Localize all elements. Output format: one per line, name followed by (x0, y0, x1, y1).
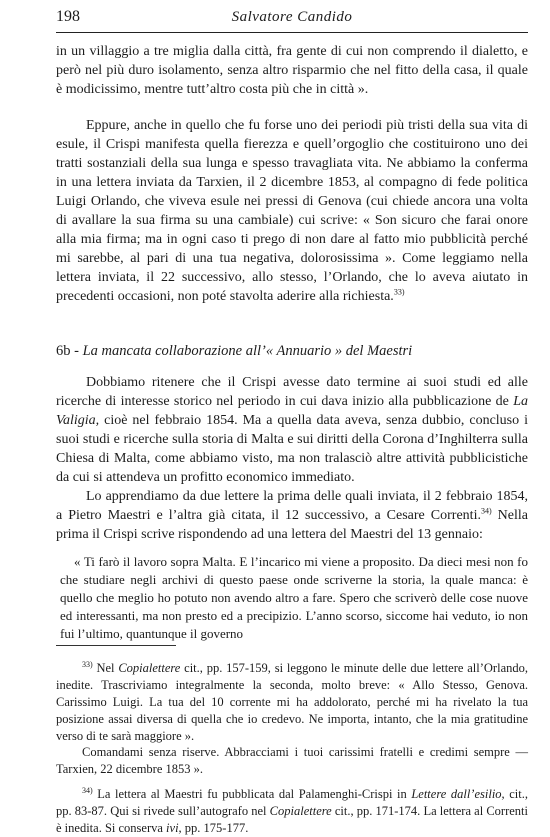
paragraph-continuation: in un villaggio a tre miglia dalla città, fra gente di cui non comprendo il dialetto, e però nel più duro isolamento, senza altro risparmio che nel fitto della casa, il quale è modicissimo, mentre tutt’altro costa più che in città ». (56, 44, 528, 97)
footnote-separator (56, 645, 176, 646)
paragraph-letters: Lo apprendiamo da due lettere la prima delle quali inviata, il 2 febbraio 1854, a Pietro Maestri e l’altra già citata, il 12 successivo, a Cesare Correnti.$^{34)}$ Nella prima il Crispi scrive rispondendo ad una lettera del Maestri del 13 gennaio: (56, 489, 528, 542)
section-number: 6b - (56, 343, 83, 359)
footnote-33-continuation: Comandami senza riserve. Abbracciami i tuoi carissimi fratelli e credimi sempre — Tarxien, 22 dicembre 1853 ». (56, 745, 528, 776)
paragraph-studies: Dobbiamo ritenere che il Crispi avesse dato termine ai suoi studi ed alle ricerche di interesse storico nel periodo in cui dava inizio alla pubblicazione de La Valigia, cioè nel febbraio 1854. Ma a quella data aveva, senza dubbio, concluso i suoi studi e ricerche sulla storia di Malta e sui diritti della Corona d’Inghilterra sulla Chiesa di Malta, come abbiamo visto, ma non tralasciò altre attività pubblicistiche da cui si attendeva un profitto economico immediato. (56, 375, 528, 485)
page-number: 198 (56, 8, 80, 25)
page-header (56, 6, 528, 33)
section-heading (56, 342, 528, 361)
block-quotation: « Ti farò il lavoro sopra Malta. E l’incarico mi viene a proposito. Da dieci mesi non fo che studiare negli archivi di questo paese onde scriverne la storia, la quale manca: è quello che meglio ho potuto non avendo altro a fare. Spero che scriverò delle cose nuove ed interessanti, ma non presto ed a precipizio. L’anno scorso, siccome hai veduto, io non fui l’ultimo, quantunque il governo (60, 554, 528, 641)
footnote-ref-33[interactable]: 33) (393, 287, 405, 297)
footnote-ref-34[interactable]: 34) (480, 506, 492, 516)
footnote-33: $^{33)}$ Nel Copialettere cit., pp. 157-159, si leggono le minute delle due lettere all’Orlando, inedite. Trascriviamo integralmente la seconda, molto breve: « Allo Stesso, Genova. Carissimo Luigi. La tua del 10 corrente mi ha addolorato, perché mi ha rivelato la tua posizione assai diversa di quella che io credevo. Ne importa, intanto, che la mia gratitudine verso di te sarà maggiore ». (56, 659, 528, 743)
footnote-34: $^{34)}$ La lettera al Maestri fu pubblicata dal Palamenghi-Crispi in Lettere dall’esilio, cit., pp. 83-87. Qui si rivede sull’autografo nel Copialettere cit., pp. 171-174. La lettera al Correnti è inedita. Si conserva ivi, pp. 175-177. (56, 785, 528, 835)
work-title-la-valigia: La Valigia, (56, 394, 528, 428)
section-title: La mancata collaborazione all’« Annuario » del Maestri (82, 343, 413, 359)
paragraph-crispi-pride: Eppure, anche in quello che fu forse uno dei periodi più tristi della sua vita di esule, il Crispi manifesta quella fierezza e quell’orgoglio che costituirono uno dei tratti sostanziali della sua lunga e spesso travagliata vita. Ne abbiamo la conferma in una lettera inviata da Tarxien, il 2 dicembre 1853, al compagno di fede politica Luigi Orlando, che viveva esule nei pressi di Genova (cui chiede ancora una volta di avallare la sua firma su una cambiale) cui scrive: « Son sicuro che farai onore alla mia firma; ma in ogni caso ti prego di non dare al fatto mio pubblicità perché mi sarebbe, al pari di una tua negativa, dolorosissima ». Come leggiamo nella lettera inviata, il 22 successivo, allo stesso, l’Orlando, che lo aveva aiutato in precedenti occasioni, non poté stavolta aderire alla richiesta.$^{33)}$ (56, 118, 528, 304)
running-title: Salvatore Candido (231, 9, 353, 25)
